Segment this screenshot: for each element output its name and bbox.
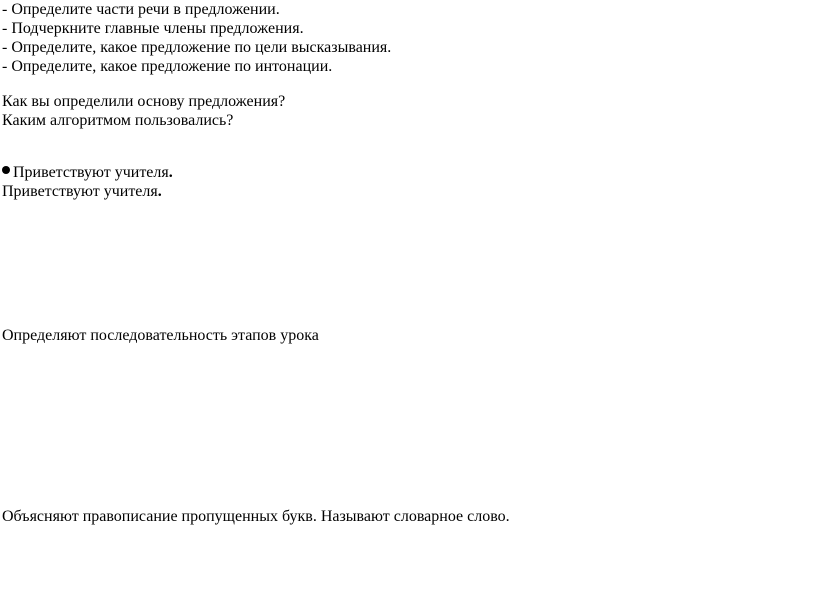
- greeting-text: Приветствуют учителя: [13, 164, 169, 181]
- task-line-2: - Подчеркните главные члены предложения.: [2, 20, 304, 37]
- question-line-2: Каким алгоритмом пользовались?: [2, 112, 234, 129]
- greeting-end-repeat: .: [157, 183, 162, 200]
- task-line-1: - Определите части речи в предложении.: [2, 1, 280, 18]
- greeting-text-repeat: Приветствуют учителя: [2, 183, 158, 200]
- greeting-bullet-line: [2, 163, 173, 183]
- stages-text: Определяют последовательность этапов урока: [2, 327, 319, 344]
- spelling-text: Объясняют правописание пропущенных букв. Называют словарное слово.: [2, 508, 510, 525]
- bullet-icon: [2, 166, 10, 174]
- task-line-4: - Определите, какое предложение по интонации.: [2, 58, 333, 75]
- greeting-line: [2, 182, 162, 202]
- question-line-1: Как вы определили основу предложения?: [2, 93, 286, 110]
- greeting-end: .: [168, 164, 173, 181]
- task-line-3: - Определите, какое предложение по цели высказывания.: [2, 39, 392, 56]
